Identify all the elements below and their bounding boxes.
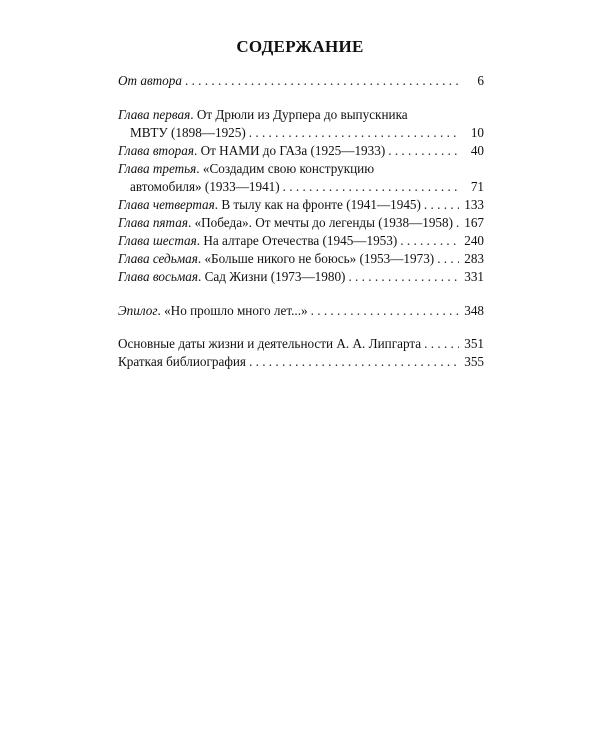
toc-entry <box>118 142 484 160</box>
toc-entry-title: . Сад Жизни (1973—1980) <box>197 269 346 284</box>
toc-entry-title: . «Создадим свою конструкцию <box>196 161 375 176</box>
toc-entry-title: . «Больше никого не боюсь» (1953—1973) <box>197 251 435 266</box>
toc-entry <box>118 268 484 286</box>
toc-entry-title: . На алтаре Отечества (1945—1953) <box>196 233 398 248</box>
toc-page-number: 331 <box>464 269 484 284</box>
toc-entry-title: . В тылу как на фронте (1941—1945) <box>214 197 421 212</box>
toc-entry-continuation <box>118 124 484 142</box>
dot-leader <box>388 142 459 160</box>
dot-leader <box>249 353 459 371</box>
toc-page-number: 351 <box>464 336 484 351</box>
toc-page-number: 6 <box>477 73 484 88</box>
toc-page-number: 40 <box>470 143 484 158</box>
toc-entry-label: Глава первая <box>118 107 191 122</box>
dot-leader <box>400 232 459 250</box>
dot-leader <box>185 72 459 90</box>
dot-leader <box>348 268 459 286</box>
dot-leader <box>456 214 459 232</box>
toc-entry <box>118 160 484 178</box>
page-title: СОДЕРЖАНИЕ <box>236 37 364 56</box>
dot-leader <box>249 124 459 142</box>
dot-leader <box>424 335 459 353</box>
toc-page-number: 10 <box>470 125 484 140</box>
toc-page-number: 348 <box>464 303 484 318</box>
toc-entry-title: . «Победа». От мечты до легенды (1938—1958) <box>187 215 454 230</box>
toc-entry <box>118 72 484 90</box>
toc-page-number: 355 <box>464 354 484 369</box>
dot-leader <box>437 250 459 268</box>
dot-leader <box>283 178 459 196</box>
toc-entry-label: Глава восьмая <box>118 269 198 284</box>
toc-entry-label: От автора <box>118 73 182 88</box>
toc-entry <box>118 232 484 250</box>
toc-entry <box>118 302 484 320</box>
toc-entry-label: Глава третья <box>118 161 197 176</box>
toc-entry-label: Эпилог <box>118 303 158 318</box>
toc-page-number: 283 <box>464 251 484 266</box>
toc-entry-label: Глава пятая <box>118 215 188 230</box>
toc-entry <box>118 250 484 268</box>
toc-entry-label: Глава шестая <box>118 233 197 248</box>
toc-entry-title: автомобиля» (1933—1941) <box>130 179 280 194</box>
toc-entry-label: Глава седьмая <box>118 251 198 266</box>
toc-entry-title: . От Дрюли из Дурпера до выпускника <box>190 107 408 122</box>
dot-leader <box>424 196 459 214</box>
toc-entry-title: МВТУ (1898—1925) <box>130 125 246 140</box>
toc-entry-title: Основные даты жизни и деятельности А. А. Липгарта <box>118 336 422 351</box>
toc-entry <box>118 106 484 124</box>
toc-entry-title: . От НАМИ до ГАЗа (1925—1933) <box>194 143 386 158</box>
toc-entry <box>118 335 484 353</box>
toc-entry-title: . «Но прошло много лет...» <box>157 303 308 318</box>
toc-page-number: 167 <box>464 215 484 230</box>
toc-entry-continuation <box>118 178 484 196</box>
toc-entry-label: Глава четвертая <box>118 197 215 212</box>
toc-entry-label: Глава вторая <box>118 143 194 158</box>
dot-leader <box>311 302 459 320</box>
toc-page-number: 133 <box>464 197 484 212</box>
toc-entry-title: Краткая библиография <box>118 354 246 369</box>
toc-page-number: 240 <box>464 233 484 248</box>
toc-page-number: 71 <box>470 179 484 194</box>
toc-entry <box>118 196 484 214</box>
toc-entry <box>118 214 484 232</box>
toc-entry <box>118 353 484 371</box>
